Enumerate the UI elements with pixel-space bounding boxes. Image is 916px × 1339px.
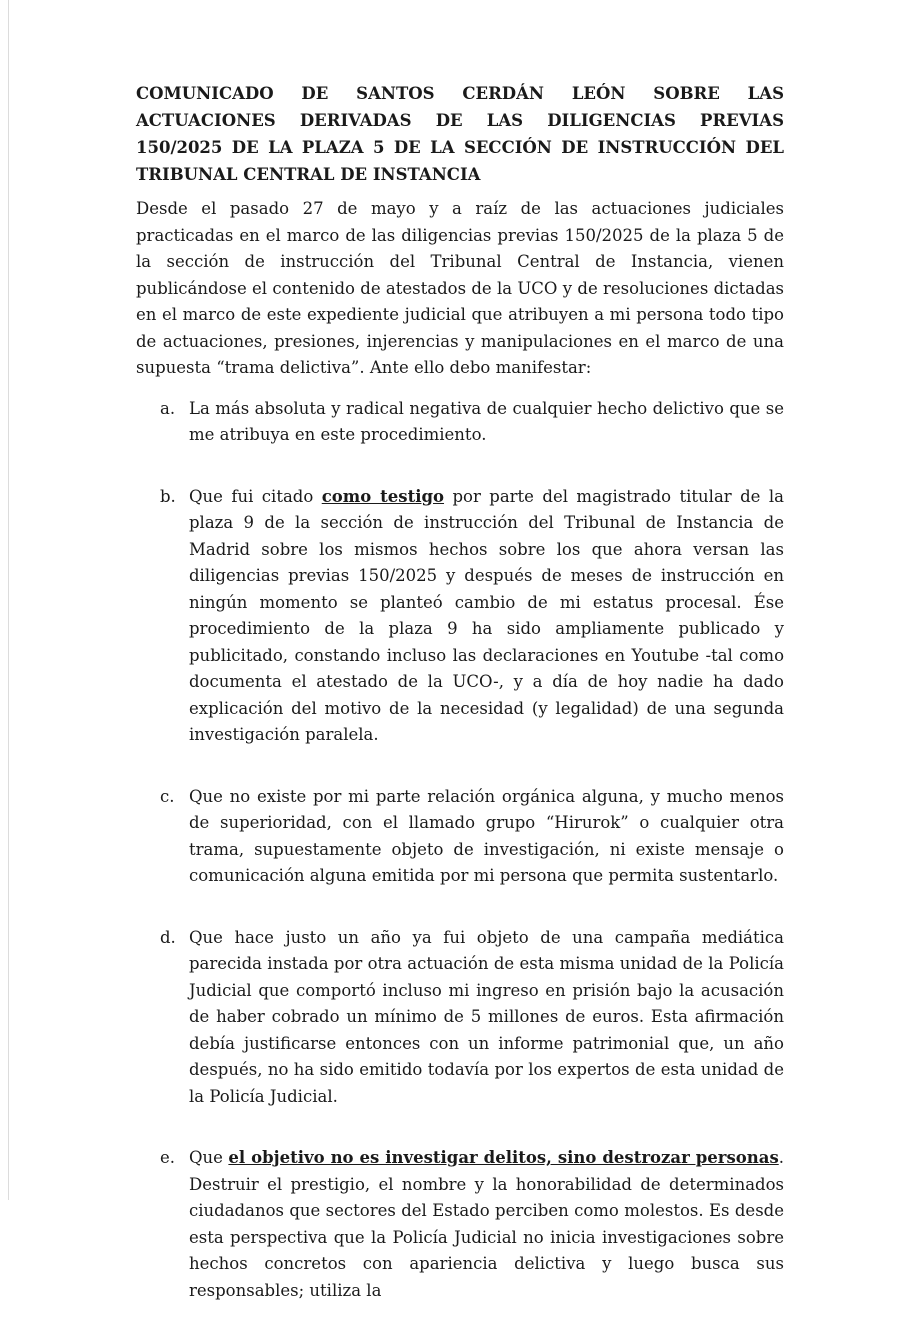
list-marker: d. <box>160 927 176 947</box>
statement-list <box>136 396 784 1305</box>
document-page <box>136 80 784 1339</box>
item-text: La más absoluta y radical negativa de cualquier hecho delictivo que se me atribuya en este procedimiento. <box>189 398 784 444</box>
item-text: Que no existe por mi parte relación orgánica alguna, y mucho menos de superioridad, con el llamado grupo “Hirurok” o cualquier otra trama, supuestamente objeto de investigación, ni existe mensaje o comunicación alguna emitida por mi persona que permita sustentarlo. <box>189 786 784 885</box>
list-item-c <box>136 784 784 890</box>
list-item-d <box>136 925 784 1111</box>
list-marker: c. <box>160 786 175 806</box>
emphasis-text: el objetivo no es investigar delitos, sino destrozar personas <box>228 1148 779 1167</box>
item-text-end: . Destruir el prestigio, el nombre y la honorabilidad de determinados ciudadanos que sectores del Estado perciben como molestos. Es desde esta perspectiva que la Policía Judicial no inicia investigaciones sobre hechos concretos con apariencia delictiva y luego busca sus responsables; utiliza la <box>189 1148 784 1300</box>
list-marker: e. <box>160 1148 176 1167</box>
emphasis-text: como testigo <box>321 486 445 506</box>
item-text-start: Que <box>189 1148 229 1167</box>
list-item-a <box>136 396 784 449</box>
item-text-start: Que fui citado <box>189 486 322 506</box>
list-marker: b. <box>160 486 176 506</box>
list-item-e <box>136 1145 784 1304</box>
page-edge-line <box>8 0 9 1200</box>
item-text-end: por parte del magistrado titular de la plaza 9 de la sección de instrucción del Tribunal de Instancia de Madrid sobre los mismos hechos sobre los que ahora versan las diligencias previas 150/2025 y después de meses de instrucción en ningún momento se planteó cambio de mi estatus procesal. Ése procedimiento de la plaza 9 ha sido ampliamente publicado y publicitado, constando incluso las declaraciones en Youtube -tal como documenta el atestado de la UCO-, y a día de hoy nadie ha dado explicación del motivo de la necesidad (y legalidad) de una segunda investigación paralela. <box>189 486 784 744</box>
list-item-b <box>136 484 784 749</box>
item-text: Que hace justo un año ya fui objeto de una campaña mediática parecida instada por otra actuación de esta misma unidad de la Policía Judicial que comportó incluso mi ingreso en prisión bajo la acusación de haber cobrado un mínimo de 5 millones de euros. Esta afirmación debía justificarse entonces con un informe patrimonial que, un año después, no ha sido emitido todavía por los expertos de esta unidad de la Policía Judicial. <box>189 927 784 1106</box>
intro-paragraph: Desde el pasado 27 de mayo y a raíz de las actuaciones judiciales practicadas en el marco de las diligencias previas 150/2025 de la plaza 5 de la sección de instrucción del Tribunal Central de Instancia, vienen publicándose el contenido de atestados de la UCO y de resoluciones dictadas en el marco de este expediente judicial que atribuyen a mi persona todo tipo de actuaciones, presiones, injerencias y manipulaciones en el marco de una supuesta “trama delictiva”. Ante ello debo manifestar: <box>136 199 784 377</box>
document-title: COMUNICADO DE SANTOS CERDÁN LEÓN SOBRE LAS ACTUACIONES DERIVADAS DE LAS DILIGENCIAS PREVIAS 150/2025 DE LA PLAZA 5 DE LA SECCIÓN DE INSTRUCCIÓN DEL TRIBUNAL CENTRAL DE INSTANCIA <box>136 84 784 184</box>
list-marker: a. <box>160 398 176 418</box>
